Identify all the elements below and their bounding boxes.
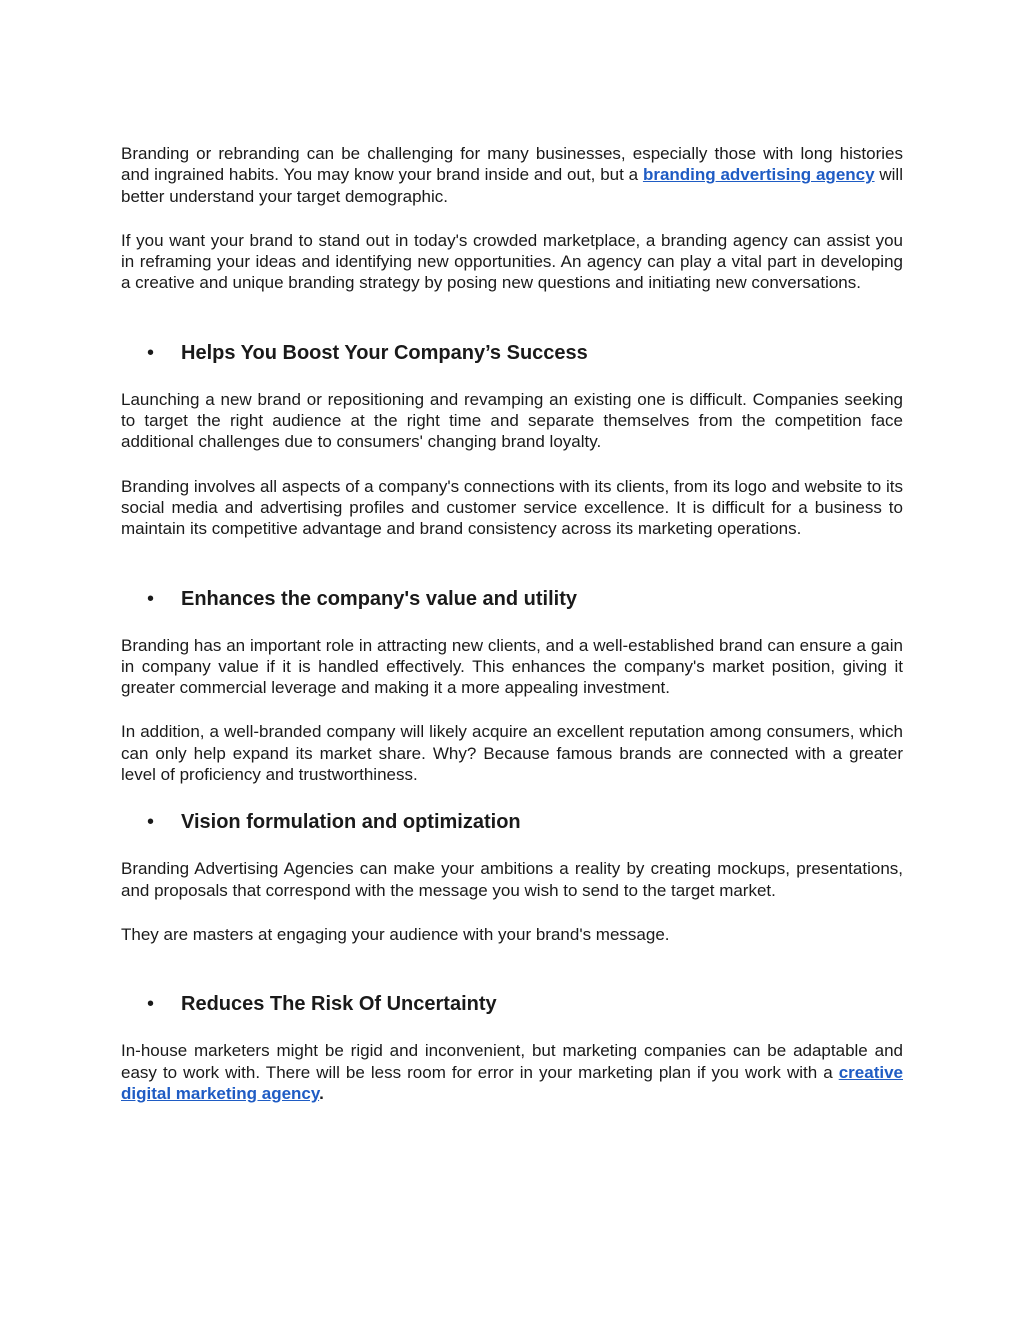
- section-heading-vision: [121, 810, 903, 834]
- bullet-icon: •: [147, 811, 155, 834]
- section-heading-text: Enhances the company's value and utility: [181, 587, 577, 610]
- section-heading-text: Vision formulation and optimization: [181, 811, 521, 834]
- section-4-paragraph-1: [121, 1040, 903, 1104]
- section-heading-text: Helps You Boost Your Company’s Success: [181, 341, 588, 364]
- section-heading-reduce-risk: [121, 992, 903, 1016]
- bullet-icon: •: [147, 587, 155, 610]
- section-2-paragraph-1: Branding has an important role in attracting new clients, and a well-established brand can ensure a gain in company value if it is handled effectively. This enhances the company's market position, giving it greater commercial leverage and making it a more appealing investment.: [121, 635, 903, 698]
- bullet-icon: •: [147, 341, 155, 364]
- intro-p1-text-after-link: will better understand your target demographic.: [121, 165, 903, 206]
- intro-paragraph-2: If you want your brand to stand out in today's crowded marketplace, a branding agency can assist you in reframing your ideas and identifying new opportunities. An agency can play a vital part in developing a creative and unique branding strategy by posing new questions and initiating new conversations.: [121, 230, 903, 293]
- document-page: [121, 143, 903, 1104]
- section-1-paragraph-2: Branding involves all aspects of a company's connections with its clients, from its logo and website to its social media and advertising profiles and customer service excellence. It is difficult for a business to maintain its competitive advantage and brand consistency across its marketing operations.: [121, 476, 903, 539]
- section-3-paragraph-2: They are masters at engaging your audience with your brand's message.: [121, 924, 670, 944]
- section-heading-boost-success: [121, 341, 903, 365]
- section-heading-value-utility: [121, 587, 903, 611]
- section-4-text-after-link: .: [319, 1083, 324, 1103]
- branding-advertising-agency-link[interactable]: branding advertising agency: [642, 165, 875, 185]
- creative-digital-marketing-agency-link[interactable]: creative digital marketing agency: [121, 1062, 903, 1103]
- intro-paragraph-1: [121, 143, 903, 207]
- section-1-paragraph-1: Launching a new brand or repositioning and revamping an existing one is difficult. Companies seeking to target the right audience at the right time and separate themselves from the competition face additional challenges due to consumers' changing brand loyalty.: [121, 389, 903, 452]
- section-2-paragraph-2: In addition, a well-branded company will likely acquire an excellent reputation among consumers, which can only help expand its market share. Why? Because famous brands are connected with a greater level of proficiency and trustworthiness.: [121, 722, 903, 785]
- intro-p1-text-before-link: Branding or rebranding can be challenging for many businesses, especially those with long histories and ingrained habits. You may know your brand inside and out, but a: [121, 144, 903, 185]
- bullet-icon: •: [147, 993, 155, 1016]
- section-heading-text: Reduces The Risk Of Uncertainty: [181, 993, 497, 1016]
- section-3-paragraph-1: Branding Advertising Agencies can make your ambitions a reality by creating mockups, presentations, and proposals that correspond with the message you wish to send to the target market.: [121, 859, 903, 900]
- section-4-text-before-link: In-house marketers might be rigid and inconvenient, but marketing companies can be adaptable and easy to work with. There will be less room for error in your marketing plan if you work with a: [121, 1041, 903, 1082]
